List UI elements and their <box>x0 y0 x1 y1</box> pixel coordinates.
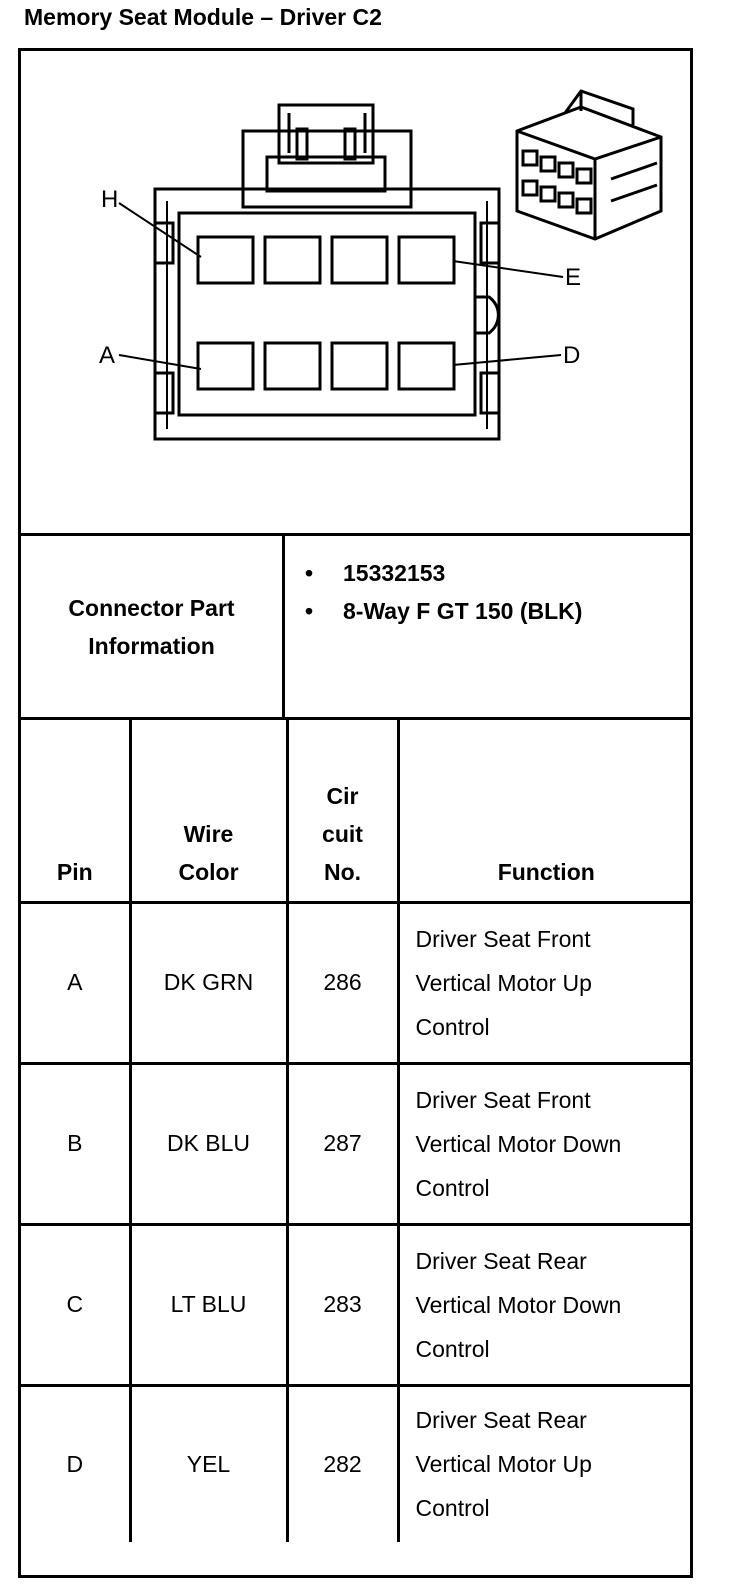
header-function: Function <box>398 720 693 902</box>
pin-cell: C <box>21 1224 130 1385</box>
pin-cell: D <box>21 1385 130 1542</box>
wire-color-cell: DK GRN <box>130 902 287 1063</box>
header-pin: Pin <box>21 720 130 902</box>
table-row <box>21 1224 693 1385</box>
wire-color-cell: DK BLU <box>130 1063 287 1224</box>
pin-label-a: A <box>99 342 116 369</box>
circuit-cell: 283 <box>287 1224 398 1385</box>
connector-sheet <box>18 48 693 1578</box>
function-cell: Driver Seat Front Vertical Motor Down Control <box>398 1063 693 1224</box>
connector-part-info <box>21 536 693 720</box>
function-cell: Driver Seat Rear Vertical Motor Down Control <box>398 1224 693 1385</box>
table-row <box>21 1385 693 1542</box>
header-circuit-no: Cir cuit No. <box>287 720 398 902</box>
table-row <box>21 1063 693 1224</box>
part-info-label: Connector Part Information <box>68 594 235 659</box>
table-row <box>21 902 693 1063</box>
pin-label-h: H <box>101 186 119 213</box>
part-number-item: • 15332153 <box>305 560 446 586</box>
pin-cell: B <box>21 1063 130 1224</box>
pin-label-d: D <box>563 342 581 369</box>
pinout-header-row <box>21 720 693 902</box>
function-cell: Driver Seat Front Vertical Motor Up Control <box>398 902 693 1063</box>
pinout-table <box>21 720 693 1542</box>
wire-color-cell: YEL <box>130 1385 287 1542</box>
part-description-item: • 8-Way F GT 150 (BLK) <box>305 598 583 624</box>
pin-cell: A <box>21 902 130 1063</box>
function-cell: Driver Seat Rear Vertical Motor Up Control <box>415 1407 592 1522</box>
circuit-cell: 286 <box>287 902 398 1063</box>
circuit-cell: 287 <box>287 1063 398 1224</box>
connector-diagram <box>21 51 693 536</box>
page-title: Memory Seat Module – Driver C2 <box>24 4 382 30</box>
header-wire-color: Wire Color <box>130 720 287 902</box>
pin-label-e: E <box>565 264 582 291</box>
part-info-list <box>301 554 582 630</box>
part-info-label-cell <box>21 536 285 717</box>
connector-face-illustration <box>21 51 693 533</box>
circuit-cell: 282 <box>287 1385 398 1542</box>
wire-color-cell: LT BLU <box>130 1224 287 1385</box>
